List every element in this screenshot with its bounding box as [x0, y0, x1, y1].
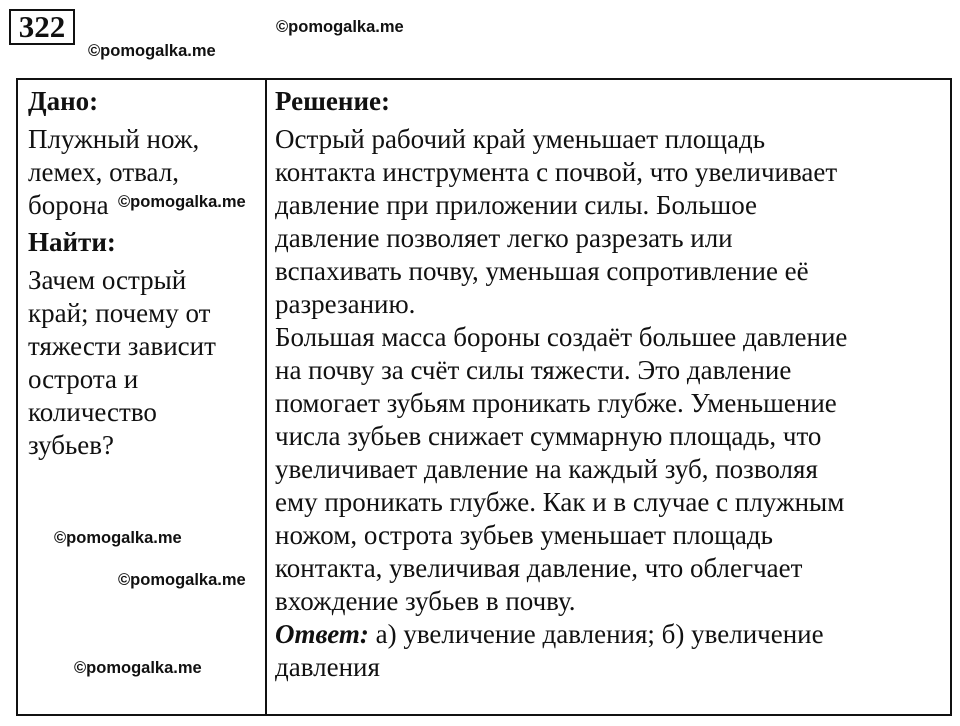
solution-text: [275, 123, 945, 684]
solution-line: Острый рабочий край уменьшает площадь: [275, 124, 766, 154]
solution-line: контакта, увеличивая давление, что облегчает: [275, 553, 803, 583]
solution-line: вспахивать почву, уменьшая сопротивление её: [275, 256, 809, 286]
given-line: борона: [28, 190, 109, 220]
watermark: ©pomogalka.me: [74, 659, 202, 677]
watermark: ©pomogalka.me: [118, 571, 246, 589]
watermark: ©pomogalka.me: [88, 42, 216, 60]
given-line: Плужный нож,: [28, 124, 200, 154]
left-column: [28, 85, 260, 462]
solution-line: вхождение зубьев в почву.: [275, 586, 576, 616]
watermark: ©pomogalka.me: [54, 529, 182, 547]
find-heading: Найти:: [28, 227, 116, 257]
answer-text: а) увеличение давления; б) увеличение: [368, 619, 824, 649]
solution-heading: Решение:: [275, 86, 390, 116]
solution-line: на почву за счёт силы тяжести. Это давление: [275, 355, 792, 385]
find-line: острота и: [28, 364, 139, 394]
solution-line: ему проникать глубже. Как и в случае с плужным: [275, 487, 845, 517]
right-column: [275, 85, 945, 684]
find-line: край; почему от: [28, 298, 211, 328]
solution-table: [16, 78, 952, 716]
find-line: зубьев?: [28, 430, 115, 460]
solution-line: давление при приложении силы. Большое: [275, 190, 758, 220]
answer-label: Ответ:: [275, 619, 369, 649]
solution-line: Большая масса бороны создаёт большее давление: [275, 322, 848, 352]
watermark: ©pomogalka.me: [118, 193, 246, 211]
solution-line: контакта инструмента с почвой, что увеличивает: [275, 157, 838, 187]
solution-line: разрезанию.: [275, 289, 416, 319]
answer-line: [275, 618, 945, 651]
find-line: Зачем острый: [28, 265, 187, 295]
find-line: количество: [28, 397, 157, 427]
find-line: тяжести зависит: [28, 331, 216, 361]
find-text: [28, 264, 260, 462]
given-line: лемех, отвал,: [28, 157, 179, 187]
solution-line: увеличивает давление на каждый зуб, позволяя: [275, 454, 818, 484]
solution-line: ножом, острота зубьев уменьшает площадь: [275, 520, 773, 550]
given-heading: Дано:: [28, 86, 99, 116]
problem-number: 322: [9, 9, 75, 45]
answer-line: давления: [275, 652, 380, 682]
solution-line: числа зубьев снижает суммарную площадь, что: [275, 421, 822, 451]
solution-line: помогает зубьям проникать глубже. Уменьшение: [275, 388, 837, 418]
solution-line: давление позволяет легко разрезать или: [275, 223, 733, 253]
column-divider: [265, 80, 267, 714]
watermark: ©pomogalka.me: [276, 18, 404, 36]
